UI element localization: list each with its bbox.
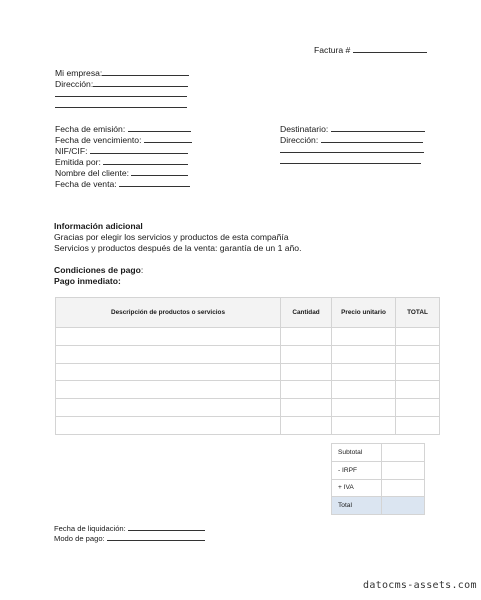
col-total: TOTAL	[396, 298, 440, 328]
issued-by-label: Emitida por:	[55, 157, 101, 167]
invoice-number-field	[314, 44, 427, 56]
recipient-address-line[interactable]	[321, 134, 423, 143]
payment-mode-field	[54, 532, 205, 544]
total-row	[332, 497, 425, 515]
items-table	[55, 297, 440, 435]
iva-row	[332, 479, 425, 497]
payment-conditions-label: Condiciones de pago	[54, 265, 141, 275]
totals-table	[331, 443, 425, 515]
recipient-line[interactable]	[331, 123, 425, 132]
company-address-line-2[interactable]	[55, 96, 187, 97]
due-date-line[interactable]	[144, 134, 192, 143]
cell-quantity[interactable]	[281, 328, 332, 346]
cell-unit-price[interactable]	[332, 328, 396, 346]
table-row	[56, 328, 440, 346]
cell-unit-price[interactable]	[332, 363, 396, 381]
additional-info-title: Información adicional	[54, 221, 143, 231]
cell-quantity[interactable]	[281, 345, 332, 363]
payment-mode-label: Modo de pago:	[54, 534, 105, 543]
cell-unit-price[interactable]	[332, 381, 396, 399]
cell-quantity[interactable]	[281, 363, 332, 381]
irpf-label: - IRPF	[332, 461, 382, 479]
cell-description[interactable]	[56, 328, 281, 346]
recipient-address-line-3[interactable]	[280, 163, 421, 164]
table-row	[56, 416, 440, 434]
cell-total[interactable]	[396, 345, 440, 363]
items-table-body	[56, 328, 440, 435]
company-address-field	[55, 78, 188, 90]
iva-label: + IVA	[332, 479, 382, 497]
payment-mode-line[interactable]	[107, 532, 205, 541]
cell-unit-price[interactable]	[332, 416, 396, 434]
watermark-text: datocms-assets.com	[363, 580, 477, 591]
irpf-value-cell[interactable]	[382, 461, 425, 479]
recipient-address-label: Dirección:	[280, 135, 319, 145]
tax-id-label: NIF/CIF:	[55, 146, 88, 156]
cell-description[interactable]	[56, 416, 281, 434]
cell-description[interactable]	[56, 399, 281, 417]
cell-description[interactable]	[56, 363, 281, 381]
recipient-label: Destinatario:	[280, 124, 329, 134]
company-name-label: Mi empresa:	[55, 68, 103, 78]
cell-quantity[interactable]	[281, 416, 332, 434]
subtotal-value-cell[interactable]	[382, 444, 425, 462]
subtotal-row	[332, 444, 425, 462]
cell-total[interactable]	[396, 381, 440, 399]
cell-total[interactable]	[396, 363, 440, 381]
total-value-cell[interactable]	[382, 497, 425, 515]
payment-conditions-colon: :	[140, 265, 144, 275]
company-address-label: Dirección:	[55, 79, 94, 89]
cell-unit-price[interactable]	[332, 345, 396, 363]
cell-total[interactable]	[396, 416, 440, 434]
sale-date-field	[55, 178, 190, 190]
company-address-line-3[interactable]	[55, 107, 187, 108]
recipient-address-field	[280, 134, 423, 146]
additional-info-line-1: Gracias por elegir los servicios y productos de esta compañía	[54, 232, 289, 242]
cell-quantity[interactable]	[281, 381, 332, 399]
cell-description[interactable]	[56, 381, 281, 399]
table-row	[56, 381, 440, 399]
additional-info-line-2: Servicios y productos después de la venta: garantía de un 1 año.	[54, 243, 302, 253]
cell-description[interactable]	[56, 345, 281, 363]
table-row	[56, 345, 440, 363]
cell-quantity[interactable]	[281, 399, 332, 417]
invoice-number-line[interactable]	[353, 44, 427, 53]
invoice-number-label: Factura #	[314, 45, 351, 55]
irpf-row	[332, 461, 425, 479]
recipient-address-line-2[interactable]	[280, 152, 424, 153]
company-address-line[interactable]	[93, 78, 188, 87]
tax-id-line[interactable]	[90, 145, 188, 154]
col-description: Descripción de productos o servicios	[56, 298, 281, 328]
issue-date-line[interactable]	[128, 123, 191, 132]
payment-immediate: Pago inmediato:	[54, 276, 121, 286]
sale-date-line[interactable]	[119, 178, 190, 187]
client-name-label: Nombre del cliente:	[55, 168, 130, 178]
table-row	[56, 363, 440, 381]
cell-unit-price[interactable]	[332, 399, 396, 417]
col-unit-price-label: Precio unitario	[341, 308, 386, 316]
settlement-date-label: Fecha de liquidación:	[54, 524, 126, 533]
items-table-header	[56, 298, 440, 328]
iva-value-cell[interactable]	[382, 479, 425, 497]
due-date-label: Fecha de vencimiento:	[55, 135, 142, 145]
total-label: Total	[332, 497, 382, 515]
sale-date-label: Fecha de venta:	[55, 179, 117, 189]
company-name-line[interactable]	[102, 67, 189, 76]
subtotal-label: Subtotal	[332, 444, 382, 462]
payment-conditions	[54, 265, 143, 276]
cell-total[interactable]	[396, 328, 440, 346]
issued-by-line[interactable]	[103, 156, 188, 165]
table-row	[56, 399, 440, 417]
issue-date-label: Fecha de emisión:	[55, 124, 126, 134]
client-name-line[interactable]	[131, 167, 188, 176]
col-unit-price	[332, 298, 396, 328]
cell-total[interactable]	[396, 399, 440, 417]
col-quantity: Cantidad	[281, 298, 332, 328]
settlement-date-line[interactable]	[128, 522, 205, 531]
